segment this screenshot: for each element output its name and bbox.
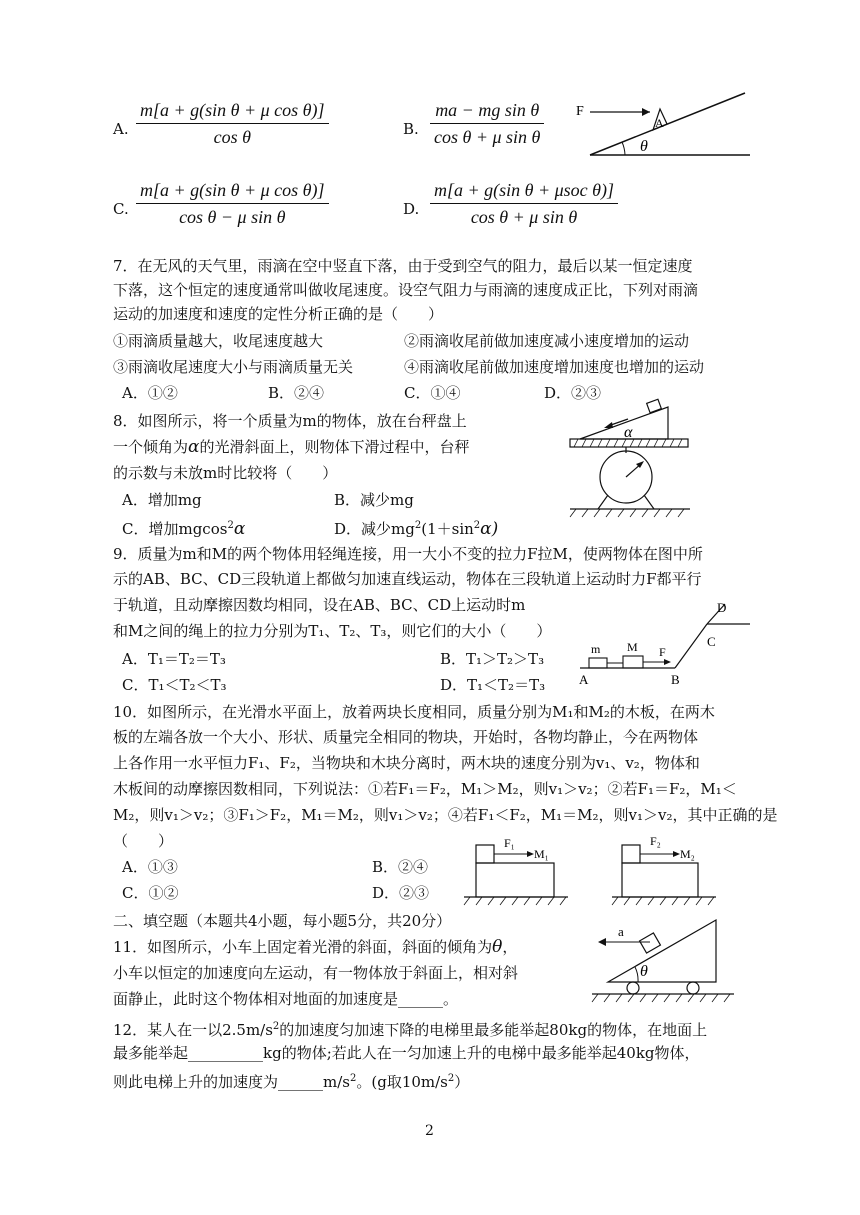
block-on-cart [640,933,661,953]
q10-option-b: B．②④ [372,858,429,876]
q8-line-3: 的示数与未放m时比较将（ ） [113,464,338,482]
q12-line-3 [113,1068,469,1093]
label-m1: M₁ [534,847,549,861]
q8-option-c-alpha: α [233,519,246,539]
block-on-m1 [476,845,494,863]
q9-line-3: 于轨道，且动摩擦因数均相同，设在AB、BC、CD上运动时m [113,596,526,614]
q7-option-d: D．②③ [544,384,602,402]
q6-option-d-label: D. [403,200,420,218]
q10-line-3: 上各作用一水平恒力F₁、F₂，当物块和木块分离时，两木块的速度分别为v₁、v₂，物体和 [113,754,700,772]
scale-leg-right [644,495,654,509]
q8-option-c [122,515,245,540]
q11-line-2: 小车以恒定的加速度向左运动，有一物体放于斜面上，相对斜 [113,964,519,982]
q8-option-b: B．减少mg [334,491,414,509]
q7-option-b: B．②④ [268,384,325,402]
q6-option-c-denominator: cos θ − μ sin θ [179,207,286,227]
ground-left-hatching [464,897,566,905]
q9-option-c: C．T₁＜T₂＜T₃ [122,676,227,694]
q11-line-1-end: ， [502,938,518,956]
q6-option-d-denominator: cos θ + μ sin θ [470,207,578,227]
block-big-m [623,656,643,668]
block-m [589,658,607,668]
wheel-right [687,982,699,994]
cart-angle-label: θ [640,963,648,980]
page-number: 2 [425,1123,434,1139]
q7-statement-2: ②雨滴收尾前做加速度减小速度增加的运动 [404,332,690,350]
q11-line-1 [113,936,517,958]
label-b: B [671,672,680,687]
q10-line-4: 木板间的动摩擦因数相同，下列说法：①若F₁＝F₂，M₁＞M₂，则v₁＞v₂；②若F₁＝F₂，M₁＜ [113,780,737,798]
q8-option-d-mid: (1＋sin [421,520,474,538]
floor-hatching [570,509,684,517]
q10-option-d: D．②③ [372,884,430,902]
q8-option-d-alpha: α) [480,519,499,539]
q7-statement-4: ④雨滴收尾前做加速度增加速度也增加的运动 [404,358,705,376]
q6-option-c-label: C. [113,200,129,218]
scale-leg-left [598,495,608,509]
q6-option-d-numerator: m[a + g(sin θ + μsoc θ)] [430,180,618,204]
label-c: C [707,634,716,649]
section-2-heading: 二、填空题（本题共4小题，每小题5分，共20分） [113,912,452,930]
angle-label: θ [640,138,648,155]
q7-line-3: 运动的加速度和速度的定性分析正确的是（ ） [113,305,444,323]
force-arrow-head [642,108,650,116]
q10-line-6: （ ） [113,832,174,850]
q6-option-b-label: B. [403,120,419,138]
accel-arrow-head [598,938,606,946]
motion-arrow-head [604,422,613,428]
q8-line-2-part-c: 的光滑斜面上，则物体下滑过程中，台秤 [199,438,470,456]
block-a-label: A [655,116,664,130]
q8-scale-figure [560,395,700,525]
q6-option-a-label: A. [113,120,129,138]
q10-figure-left [462,827,572,909]
q8-option-a: A．增加mg [122,491,202,509]
q12-line-3-end: ） [454,1073,470,1091]
force-f2-head [673,851,680,857]
q12-line-3-sup: 2 [349,1073,357,1084]
q6-option-b-numerator: ma − mg sin θ [430,100,544,124]
cart-incline [608,920,716,982]
q8-option-d-sup2: 2 [473,520,481,531]
angle-arc [622,142,625,155]
label-d: D [717,600,727,615]
label-m: m [591,642,601,656]
q8-option-c-text: C．增加mgcos [122,520,228,538]
label-a: A [579,672,589,687]
q7-option-c: C．①④ [404,384,461,402]
cart-ground-hatching [592,994,730,1002]
q8-option-d [334,515,498,540]
q12-line-2: 最多能举起__________kg的物体;若此人在一匀加速上升的电梯中最多能举起40kg物体， [113,1044,700,1062]
q8-option-c-sup: 2 [227,520,234,531]
q11-theta: θ [492,937,503,957]
ground-right-hatching [612,897,714,905]
q8-alpha: α [188,437,200,457]
accel-label: a [618,924,624,939]
q9-track-figure [575,598,765,690]
incline-angle-label: α [624,424,633,441]
q8-line-2 [113,436,470,458]
q8-line-2-part-a: 一个倾角为 [113,438,189,456]
q11-cart-figure [588,912,738,1012]
q9-line-4: 和M之间的绳上的拉力分别为T₁、T₂、T₃，则它们的大小（ ） [113,622,552,640]
q8-line-1: 8．如图所示，将一个质量为m的物体，放在台秤盘上 [113,412,467,430]
q9-option-a: A．T₁＝T₂＝T₃ [122,650,226,668]
q12-line-3-text: 则此电梯上升的加速度为______m/s [113,1073,350,1091]
board-m1 [476,863,554,897]
block-on-m2 [622,845,640,863]
q6-incline-figure [570,85,760,165]
q10-option-a: A．①③ [122,858,178,876]
cart-angle-arc [635,967,638,982]
q6-option-a-denominator: cos θ [213,127,251,147]
q6-option-d-formula [430,180,618,228]
q6-option-c-numerator: m[a + g(sin θ + μ cos θ)] [136,180,329,204]
q11-line-1-text: 11．如图所示，小车上固定着光滑的斜面，斜面的倾角为 [113,938,493,956]
q6-option-a-numerator: m[a + g(sin θ + μ cos θ)] [136,100,329,124]
q6-option-a-formula [136,100,329,148]
q12-line-1-sup: 2 [272,1021,280,1032]
q6-option-b-formula [430,100,544,148]
board-m2 [622,863,698,897]
q7-option-a: A．①② [122,384,178,402]
q7-line-1: 7．在无风的天气里，雨滴在空中竖直下落，由于受到空气的阻力，最后以某一恒定速度 [113,257,693,275]
q12-line-1-rest: 的加速度匀加速下降的电梯里最多能举起80kg的物体，在地面上 [279,1021,708,1039]
label-m2: M₂ [680,847,695,861]
label-f: F [659,645,666,659]
q12-line-3-sup2: 2 [447,1073,455,1084]
q11-line-3: 面静止，此时这个物体相对地面的加速度是______。 [113,990,459,1008]
force-f1-head [527,851,534,857]
label-big-m: M [627,640,638,654]
q8-option-d-sup1: 2 [414,520,422,531]
q9-option-d: D．T₁＜T₂＝T₃ [440,676,546,694]
q10-line-1: 10．如图所示，在光滑水平面上，放着两块长度相同，质量分别为M₁和M₂的木板，在两木 [113,703,715,721]
force-label: F [576,104,584,119]
force-f-head [664,659,671,665]
q9-line-1: 9．质量为m和M的两个物体用轻绳连接，用一大小不变的拉力F拉M，使两物体在图中所 [113,545,703,563]
q9-option-b: B．T₁＞T₂＞T₃ [440,650,545,668]
label-f2: F₂ [650,834,661,848]
q10-line-5: M₂，则v₁＞v₂；③F₁＞F₂，M₁＝M₂，则v₁＞v₂；④若F₁＜F₂，M₁＝M₂，则v₁＞v₂，其中正确的是 [113,806,778,824]
q12-line-1-text: 12．某人在一以2.5m/s [113,1021,273,1039]
wheel-left [627,982,639,994]
q7-statement-3: ③雨滴收尾速度大小与雨滴质量无关 [113,358,354,376]
q6-option-b-denominator: cos θ + μ sin θ [434,127,541,147]
q12-line-1 [113,1016,707,1041]
q7-line-2: 下落，这个恒定的速度通常叫做收尾速度。设空气阻力与雨滴的速度成正比，下列对雨滴 [113,281,699,299]
q9-line-2: 示的AB、BC、CD三段轨道上都做匀加速直线运动，物体在三段轨道上运动时力F都平行 [113,570,702,588]
q6-option-c-formula [136,180,329,228]
q10-option-c: C．①② [122,884,179,902]
q8-option-d-text: D．减少mg [334,520,415,538]
q7-statement-1: ①雨滴质量越大，收尾速度越大 [113,332,324,350]
q12-line-3-mid: 。(g取10m/s [356,1073,448,1091]
q10-line-2: 板的左端各放一个大小、形状、质量完全相同的物块，开始时，各物均静止，今在两物体 [113,728,699,746]
track-bc [675,624,707,668]
q10-figure-right [610,827,720,909]
label-f1: F₁ [504,836,515,850]
